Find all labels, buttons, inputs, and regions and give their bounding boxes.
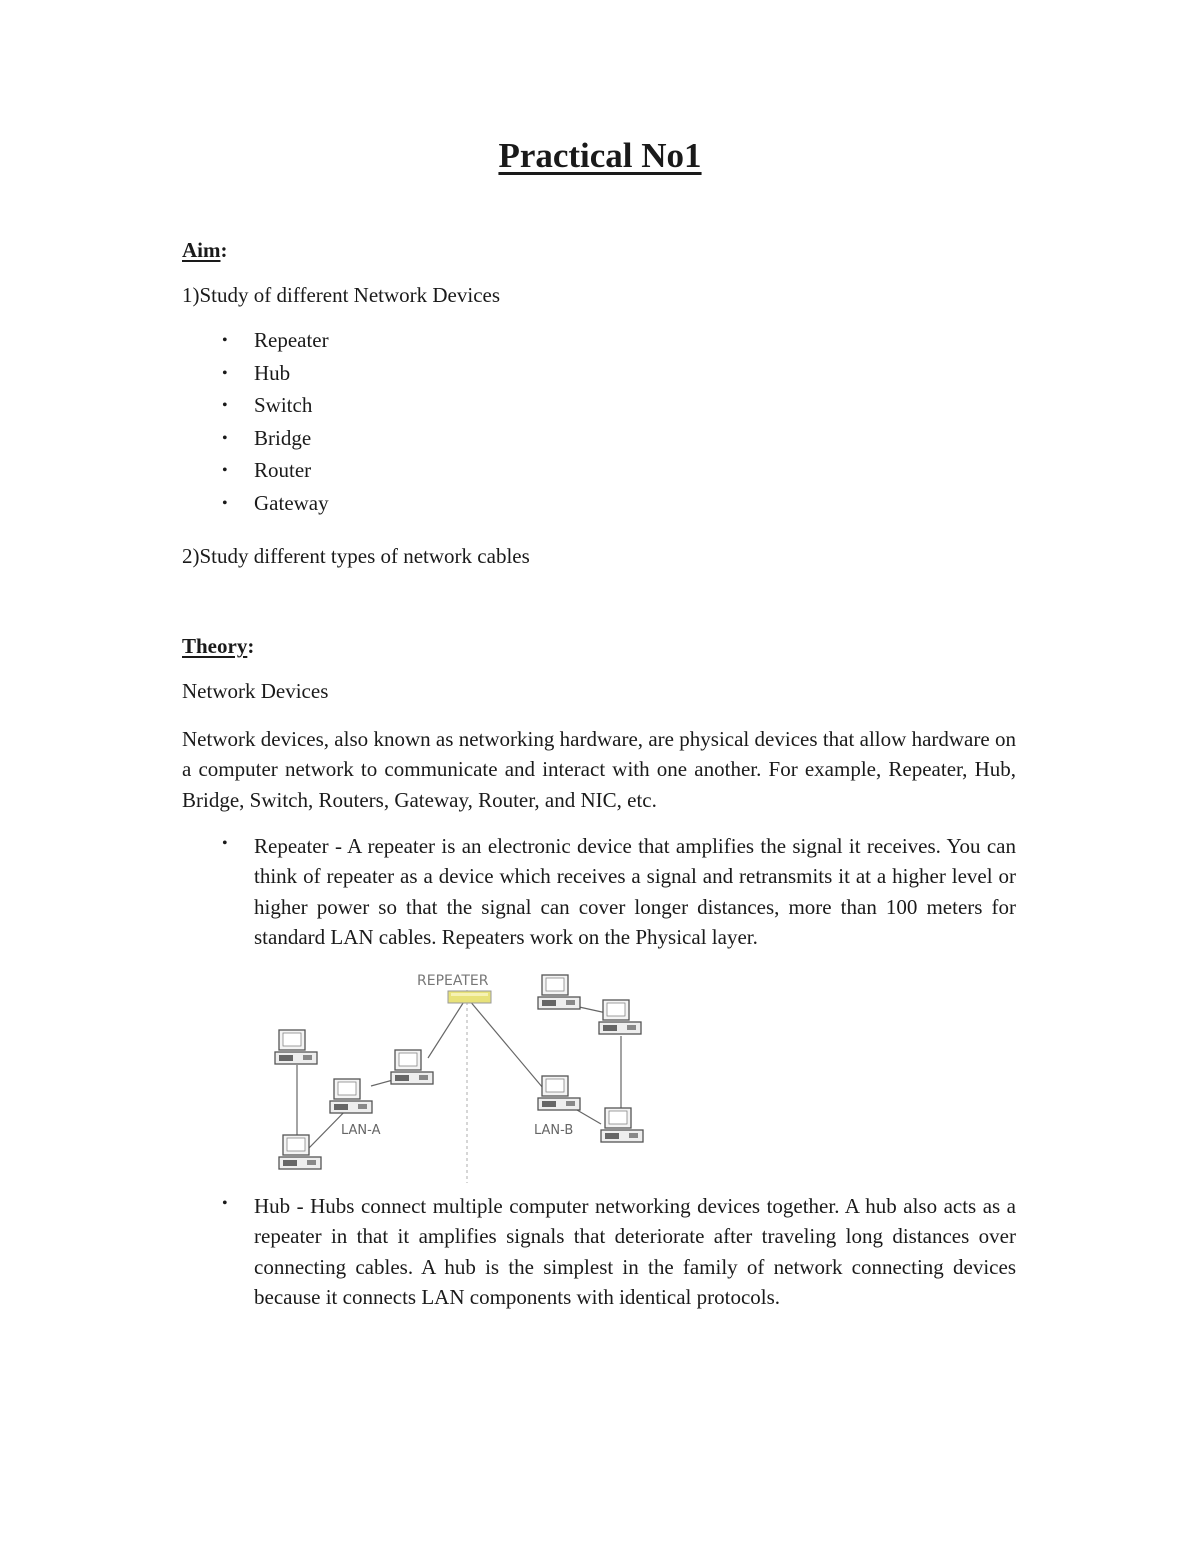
repeater-highlight	[451, 993, 488, 996]
lan-a-label: LAN-A	[341, 1123, 381, 1138]
list-item-label: Hub	[254, 360, 291, 385]
list-item	[222, 491, 329, 524]
theory-heading-colon: :	[247, 634, 255, 658]
bullet-icon: •	[222, 835, 228, 852]
aim-item-2: 2)Study different types of network cables	[182, 544, 530, 568]
computer-icon	[279, 1135, 321, 1169]
computer-icon	[275, 1030, 317, 1064]
list-item	[222, 393, 329, 426]
hub-description: Hub - Hubs connect multiple computer networking devices together. A hub also acts as a repeater in that it amplifies signals that deteriorate after traveling long distances over connecting cables. A hub is the simplest in the family of network connecting devices because it connects LAN components with identical protocols.	[254, 1194, 1016, 1309]
page-title: Practical No1	[498, 136, 702, 175]
list-item	[222, 328, 329, 361]
list-item-label: Repeater	[254, 328, 329, 352]
list-item	[222, 426, 329, 459]
intro-paragraph: Network devices, also known as networking hardware, are physical devices that allow hardware on a computer network to communicate and interact with one another. For example, Repeater, Hub, Bridge, Switch, Routers, Gateway, Router, and NIC, etc.	[182, 727, 1016, 812]
list-item-label: Bridge	[254, 425, 312, 450]
network-devices-subheading: Network Devices	[182, 679, 329, 703]
repeater-device	[448, 991, 491, 1003]
hub-bullet	[222, 1191, 1016, 1312]
bullet-icon: •	[222, 397, 228, 414]
cable-line	[428, 1000, 465, 1058]
list-item	[222, 458, 329, 491]
computer-icon	[391, 1050, 433, 1084]
cable-line	[371, 1080, 393, 1086]
computer-icon	[330, 1079, 372, 1113]
theory-heading-label: Theory	[182, 634, 248, 658]
computer-icon	[538, 975, 580, 1009]
aim-heading-label: Aim	[182, 238, 221, 262]
lan-b-label: LAN-B	[534, 1123, 574, 1138]
cable-line	[469, 1000, 543, 1088]
bullet-icon: •	[222, 429, 228, 447]
repeater-description: Repeater - A repeater is an electronic device that amplifies the signal it receives. You can think of repeater as a device which receives a signal and retransmits it at a higher level or higher power so that the signal can cover longer distances, more than 100 meters for standard LAN cables. Repeaters work on the Physical layer.	[254, 834, 1016, 949]
aim-heading	[182, 238, 228, 263]
bullet-icon: •	[222, 1195, 228, 1212]
computer-icon	[599, 1000, 641, 1034]
computer-icon	[538, 1076, 580, 1110]
bullet-icon: •	[222, 364, 228, 382]
repeater-network-diagram	[253, 958, 665, 1183]
list-item-label: Router	[254, 458, 312, 482]
repeater-bullet	[222, 831, 1016, 952]
theory-heading	[182, 634, 254, 659]
list-item-label: Switch	[254, 393, 313, 417]
bullet-icon: •	[222, 462, 228, 479]
list-item-label: Gateway	[254, 490, 329, 515]
bullet-icon: •	[222, 494, 228, 512]
aim-heading-colon: :	[220, 238, 228, 262]
device-list	[222, 328, 329, 523]
bullet-icon: •	[222, 332, 228, 349]
computer-icon	[601, 1108, 643, 1142]
aim-item-1: 1)Study of different Network Devices	[182, 283, 501, 307]
list-item	[222, 361, 329, 394]
repeater-label: REPEATER	[417, 973, 489, 989]
